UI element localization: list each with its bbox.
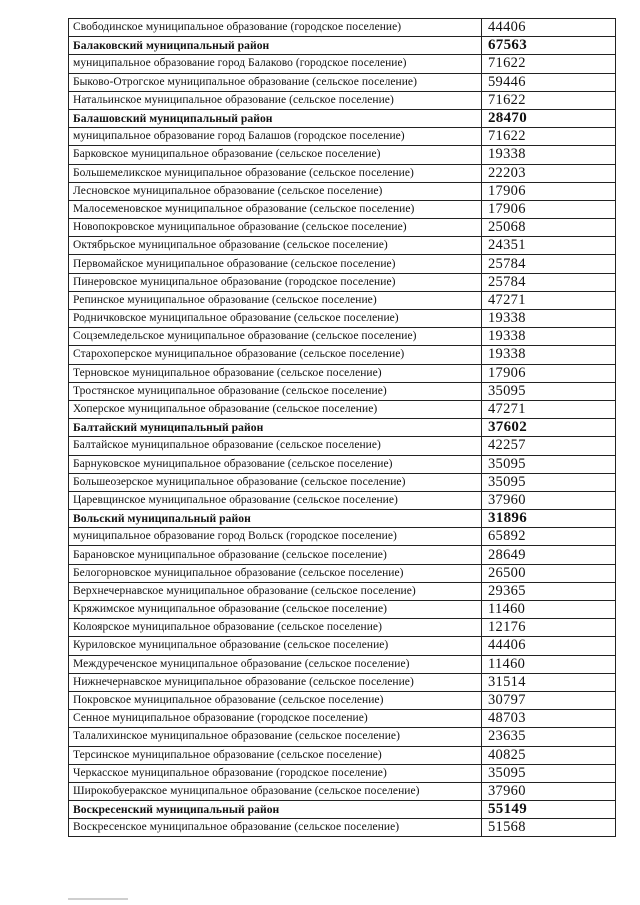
- municipality-name: Старохоперское муниципальное образование (сельское поселение): [69, 346, 482, 364]
- municipality-value: 17906: [482, 200, 616, 218]
- district-row: [69, 419, 616, 437]
- table-body: [69, 19, 616, 837]
- municipality-name: Барнуковское муниципальное образование (сельское поселение): [69, 455, 482, 473]
- municipality-name: Малосеменовское муниципальное образование (сельское поселение): [69, 200, 482, 218]
- municipality-value: 35095: [482, 455, 616, 473]
- municipality-name: Пинеровское муниципальное образование (городское поселение): [69, 273, 482, 291]
- table-row: [69, 710, 616, 728]
- municipality-name: Большеозерское муниципальное образование (сельское поселение): [69, 473, 482, 491]
- municipality-name: Талалихинское муниципальное образование (сельское поселение): [69, 728, 482, 746]
- municipality-name: муниципальное образование город Вольск (городское поселение): [69, 528, 482, 546]
- municipality-name: Тростянское муниципальное образование (сельское поселение): [69, 382, 482, 400]
- district-row: [69, 801, 616, 819]
- municipality-value: 25784: [482, 255, 616, 273]
- municipality-name: Большемеликское муниципальное образование (сельское поселение): [69, 164, 482, 182]
- municipality-name: Натальинское муниципальное образование (сельское поселение): [69, 91, 482, 109]
- municipality-name: Родничковское муниципальное образование (сельское поселение): [69, 310, 482, 328]
- table-row: [69, 637, 616, 655]
- district-value: 28470: [482, 109, 616, 127]
- municipality-value: 25068: [482, 219, 616, 237]
- table-row: [69, 673, 616, 691]
- municipality-value: 19338: [482, 310, 616, 328]
- municipality-name: Первомайское муниципальное образование (сельское поселение): [69, 255, 482, 273]
- table-row: [69, 364, 616, 382]
- municipality-value: 35095: [482, 382, 616, 400]
- municipality-value: 19338: [482, 346, 616, 364]
- municipality-value: 35095: [482, 473, 616, 491]
- municipality-name: Новопокровское муниципальное образование (сельское поселение): [69, 219, 482, 237]
- district-value: 67563: [482, 37, 616, 55]
- municipality-value: 71622: [482, 128, 616, 146]
- table-row: [69, 382, 616, 400]
- municipality-value: 19338: [482, 146, 616, 164]
- table-row: [69, 200, 616, 218]
- municipality-value: 59446: [482, 73, 616, 91]
- table-row: [69, 691, 616, 709]
- municipality-name: Соцземледельское муниципальное образование (сельское поселение): [69, 328, 482, 346]
- municipality-name: Октябрьское муниципальное образование (сельское поселение): [69, 237, 482, 255]
- municipality-name: Царевщинское муниципальное образование (сельское поселение): [69, 491, 482, 509]
- table-row: [69, 455, 616, 473]
- municipality-value: 48703: [482, 710, 616, 728]
- district-value: 31896: [482, 510, 616, 528]
- table-row: [69, 55, 616, 73]
- municipality-name: Куриловское муниципальное образование (сельское поселение): [69, 637, 482, 655]
- municipality-value: 37960: [482, 491, 616, 509]
- municipality-value: 23635: [482, 728, 616, 746]
- municipality-value: 26500: [482, 564, 616, 582]
- table-row: [69, 546, 616, 564]
- municipality-value: 31514: [482, 673, 616, 691]
- municipality-name: Свободинское муниципальное образование (городское поселение): [69, 19, 482, 37]
- table-row: [69, 237, 616, 255]
- municipality-value: 30797: [482, 691, 616, 709]
- table-row: [69, 146, 616, 164]
- municipality-value: 25784: [482, 273, 616, 291]
- municipality-name: Покровское муниципальное образование (сельское поселение): [69, 691, 482, 709]
- municipality-name: Лесновское муниципальное образование (сельское поселение): [69, 182, 482, 200]
- table-row: [69, 619, 616, 637]
- municipality-value: 12176: [482, 619, 616, 637]
- municipality-name: Хоперское муниципальное образование (сельское поселение): [69, 400, 482, 418]
- municipality-name: Широкобуеракское муниципальное образование (сельское поселение): [69, 782, 482, 800]
- table-row: [69, 273, 616, 291]
- table-row: [69, 182, 616, 200]
- table-row: [69, 473, 616, 491]
- table-row: [69, 255, 616, 273]
- municipality-value: 11460: [482, 601, 616, 619]
- municipality-name: Терсинское муниципальное образование (сельское поселение): [69, 746, 482, 764]
- municipality-value: 24351: [482, 237, 616, 255]
- municipality-name: Кряжимское муниципальное образование (сельское поселение): [69, 601, 482, 619]
- table-row: [69, 819, 616, 837]
- municipality-name: Репинское муниципальное образование (сельское поселение): [69, 291, 482, 309]
- table-row: [69, 73, 616, 91]
- municipality-value: 35095: [482, 764, 616, 782]
- district-row: [69, 37, 616, 55]
- table-row: [69, 19, 616, 37]
- municipality-value: 22203: [482, 164, 616, 182]
- table-row: [69, 564, 616, 582]
- table-row: [69, 291, 616, 309]
- municipality-name: Воскресенское муниципальное образование (сельское поселение): [69, 819, 482, 837]
- municipality-name: Сенное муниципальное образование (городское поселение): [69, 710, 482, 728]
- municipality-name: Барковское муниципальное образование (сельское поселение): [69, 146, 482, 164]
- district-name: Балтайский муниципальный район: [69, 419, 482, 437]
- table-row: [69, 164, 616, 182]
- district-name: Балашовский муниципальный район: [69, 109, 482, 127]
- municipality-value: 17906: [482, 182, 616, 200]
- municipality-value: 47271: [482, 291, 616, 309]
- municipality-value: 19338: [482, 328, 616, 346]
- municipality-name: Быково-Отрогское муниципальное образование (сельское поселение): [69, 73, 482, 91]
- municipal-values-table: [68, 18, 616, 837]
- municipality-value: 47271: [482, 400, 616, 418]
- municipality-name: Нижнечернавское муниципальное образование (сельское поселение): [69, 673, 482, 691]
- district-name: Вольский муниципальный район: [69, 510, 482, 528]
- table-row: [69, 128, 616, 146]
- district-value: 55149: [482, 801, 616, 819]
- municipality-value: 42257: [482, 437, 616, 455]
- municipality-name: муниципальное образование город Балашов (городское поселение): [69, 128, 482, 146]
- municipality-name: Терновское муниципальное образование (сельское поселение): [69, 364, 482, 382]
- municipality-value: 51568: [482, 819, 616, 837]
- municipality-name: Белогорновское муниципальное образование (сельское поселение): [69, 564, 482, 582]
- municipality-name: муниципальное образование город Балаково (городское поселение): [69, 55, 482, 73]
- municipality-value: 17906: [482, 364, 616, 382]
- district-row: [69, 510, 616, 528]
- municipality-value: 65892: [482, 528, 616, 546]
- table-row: [69, 400, 616, 418]
- municipality-value: 44406: [482, 19, 616, 37]
- table-row: [69, 328, 616, 346]
- municipality-name: Черкасское муниципальное образование (городское поселение): [69, 764, 482, 782]
- municipality-value: 40825: [482, 746, 616, 764]
- municipality-value: 71622: [482, 91, 616, 109]
- scan-artifact: [68, 898, 128, 900]
- municipality-value: 37960: [482, 782, 616, 800]
- municipality-value: 11460: [482, 655, 616, 673]
- municipality-value: 28649: [482, 546, 616, 564]
- municipality-name: Балтайское муниципальное образование (сельское поселение): [69, 437, 482, 455]
- district-value: 37602: [482, 419, 616, 437]
- table-row: [69, 746, 616, 764]
- municipality-name: Барановское муниципальное образование (сельское поселение): [69, 546, 482, 564]
- municipality-value: 29365: [482, 582, 616, 600]
- municipality-name: Колоярское муниципальное образование (сельское поселение): [69, 619, 482, 637]
- table-row: [69, 491, 616, 509]
- municipality-value: 71622: [482, 55, 616, 73]
- district-row: [69, 109, 616, 127]
- table-row: [69, 528, 616, 546]
- district-name: Воскресенский муниципальный район: [69, 801, 482, 819]
- table-row: [69, 91, 616, 109]
- table-row: [69, 764, 616, 782]
- table-row: [69, 310, 616, 328]
- municipality-value: 44406: [482, 637, 616, 655]
- table-row: [69, 219, 616, 237]
- municipality-name: Верхнечернавское муниципальное образование (сельское поселение): [69, 582, 482, 600]
- table-row: [69, 437, 616, 455]
- table-row: [69, 655, 616, 673]
- district-name: Балаковский муниципальный район: [69, 37, 482, 55]
- table-row: [69, 782, 616, 800]
- table-row: [69, 728, 616, 746]
- table-row: [69, 346, 616, 364]
- table-row: [69, 582, 616, 600]
- table-row: [69, 601, 616, 619]
- municipality-name: Междуреченское муниципальное образование (сельское поселение): [69, 655, 482, 673]
